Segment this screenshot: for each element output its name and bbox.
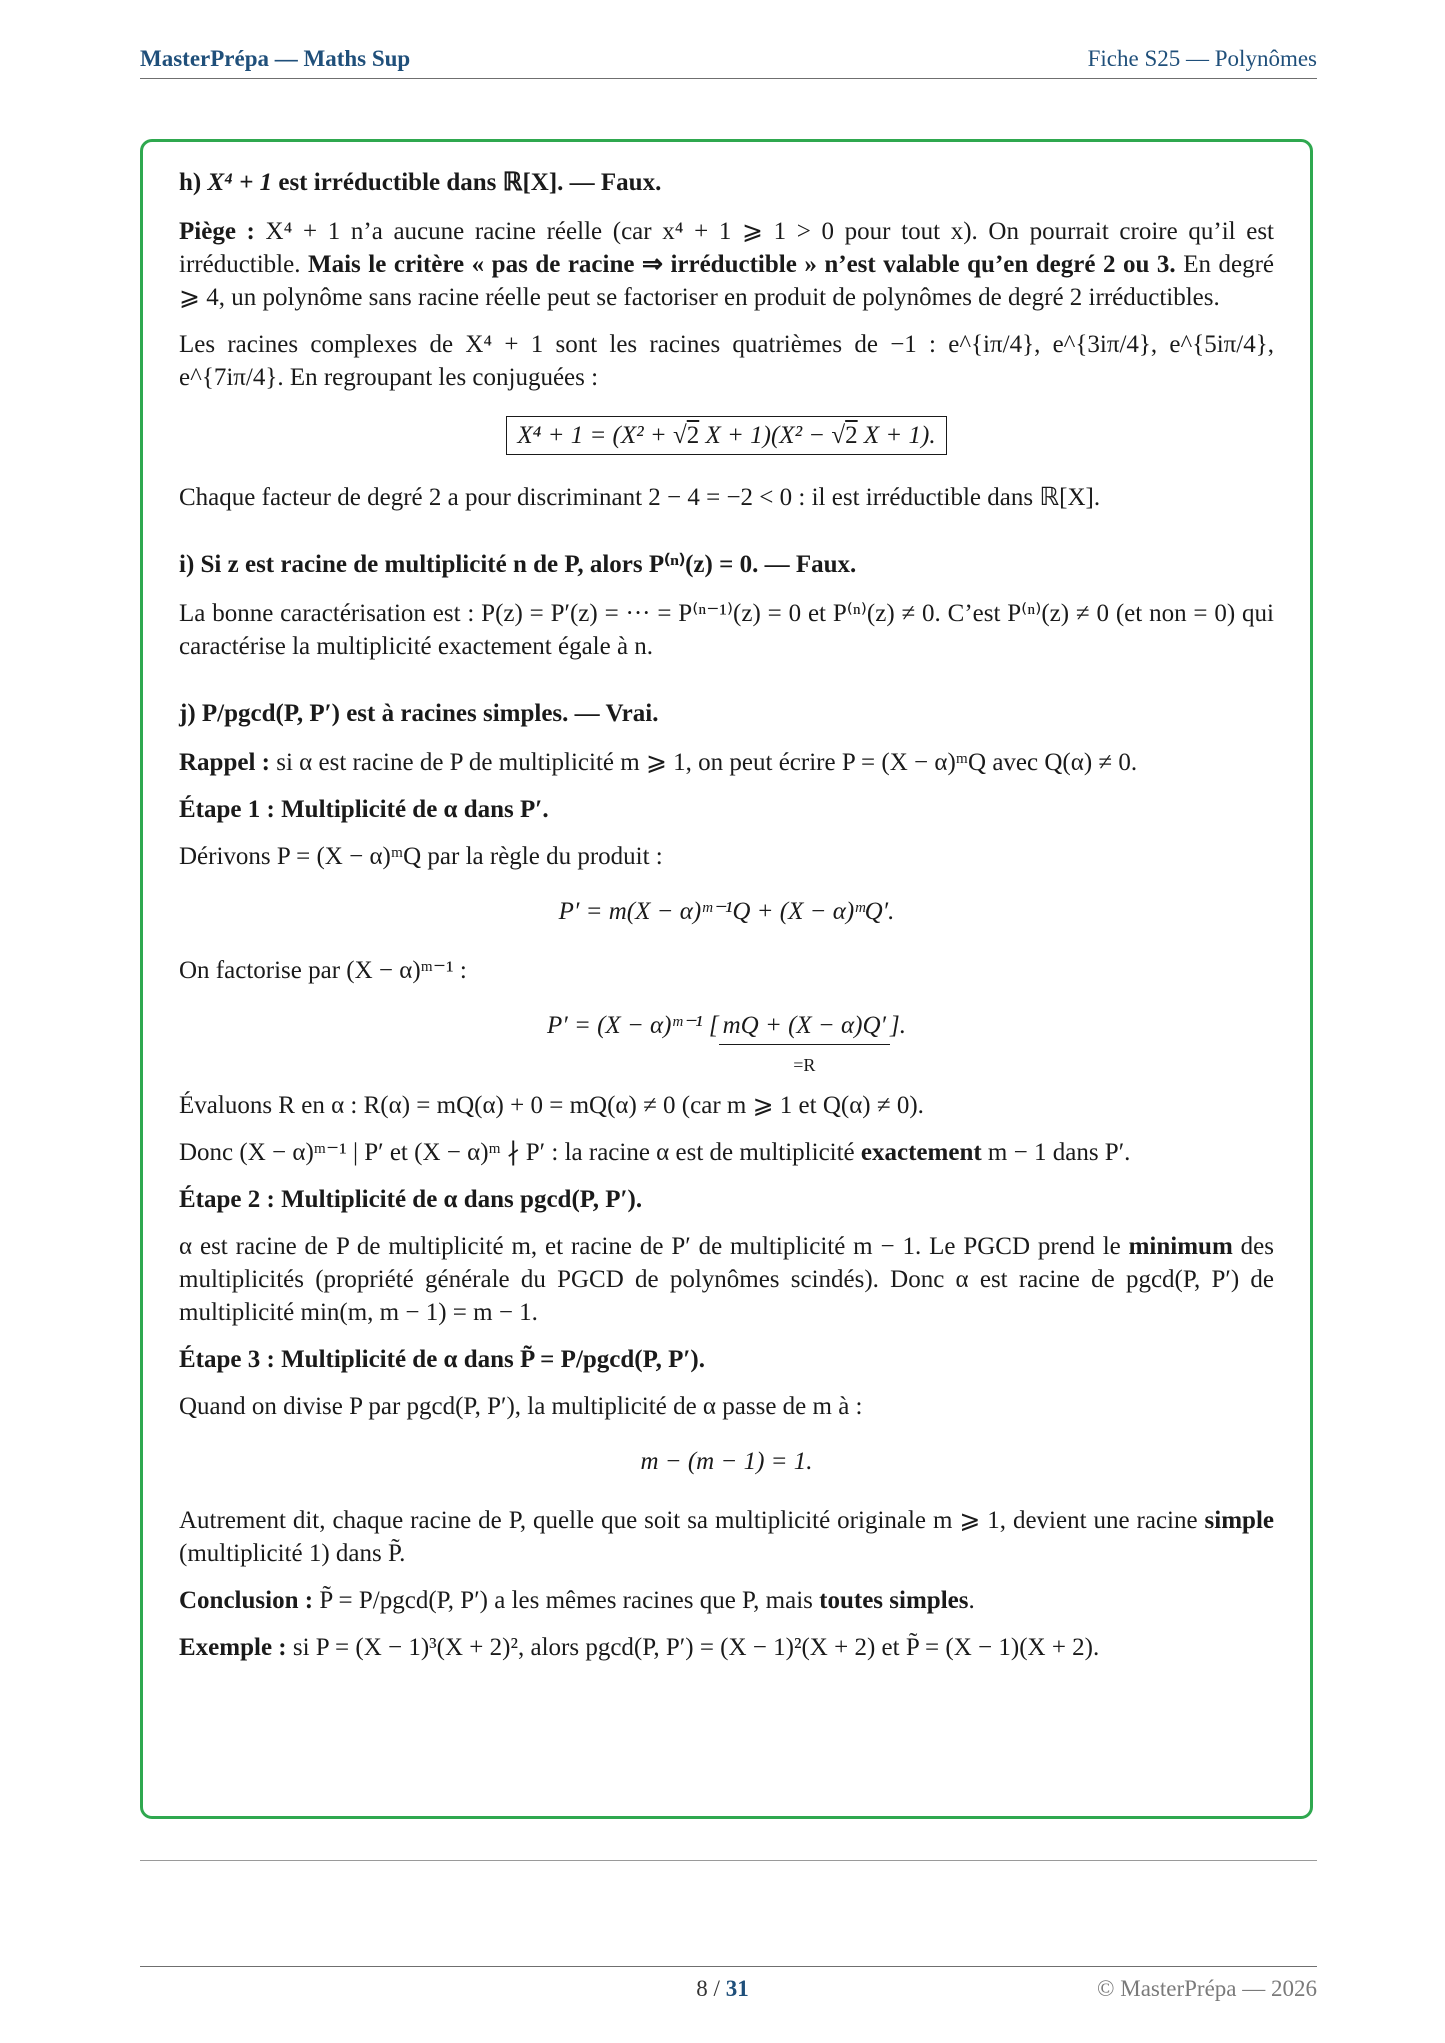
item-h-roots: Les racines complexes de X⁴ + 1 sont les racines quatrièmes de −1 : e^{iπ/4}, e^{3iπ/4}, e^{5iπ/4}, e^{7iπ/4}. En regroupant les conjuguées : xyxy=(179,331,1274,391)
step3-summary: Autrement dit, chaque racine de P, quelle que soit sa multiplicité originale m ⩾ 1, devient une racine simple (multiplicité 1) dans P̃. xyxy=(179,1507,1274,1567)
footer-rule xyxy=(140,1966,1317,1967)
item-i-title: i) Si z est racine de multiplicité n de P, alors P⁽ⁿ⁾(z) = 0. — Faux. xyxy=(179,551,857,578)
item-h-discriminant: Chaque facteur de degré 2 a pour discriminant 2 − 4 = −2 < 0 : il est irréductible dans ℝ[X]. xyxy=(179,484,1101,511)
step2-title: Étape 2 : Multiplicité de α dans pgcd(P, P′). xyxy=(179,1186,643,1213)
separator-line xyxy=(140,1860,1317,1861)
item-j-rappel: Rappel : si α est racine de P de multiplicité m ⩾ 1, on peut écrire P = (X − α)ᵐQ avec Q(α) ≠ 0. xyxy=(179,749,1138,776)
boxed-formula: X⁴ + 1 = (X² + √2 X + 1)(X² − √2 X + 1). xyxy=(506,416,946,455)
item-h-trap: Piège : X⁴ + 1 n’a aucune racine réelle (car x⁴ + 1 ⩾ 1 > 0 pour tout x). On pourrait croire qu’il est irréductible. Mais le critère « pas de racine ⇒ irréductible » n’est valable qu’en degré 2 ou 3. En degré ⩾ 4, un polynôme sans racine réelle peut se factoriser en produit de polynômes de degré 2 irréductibles. xyxy=(179,218,1275,311)
example: Exemple : si P = (X − 1)³(X + 2)², alors pgcd(P, P′) = (X − 1)²(X + 2) et P̃ = (X − 1)(X + 2). xyxy=(179,1634,1100,1661)
step1-formula-1: P′ = m(X − α)ᵐ⁻¹Q + (X − α)ᵐQ′. xyxy=(558,898,895,925)
item-h-factorization xyxy=(179,416,1274,455)
step2-text: α est racine de P de multiplicité m, et racine de P′ de multiplicité m − 1. Le PGCD prend le minimum des multiplicités (propriété générale du PGCD de polynômes scindés). Donc α est racine de pgcd(P, P′) de multiplicité min(m, m − 1) = m − 1. xyxy=(179,1233,1274,1326)
step3-title: Étape 3 : Multiplicité de α dans P̃ = P/pgcd(P, P′). xyxy=(179,1346,705,1373)
underbrace: mQ + (X − α)Q′ =R xyxy=(719,1009,890,1045)
header-right: Fiche S25 — Polynômes xyxy=(1087,46,1317,71)
conclusion: Conclusion : P̃ = P/pgcd(P, P′) a les mêmes racines que P, mais toutes simples. xyxy=(179,1587,975,1614)
step1-derive: Dérivons P = (X − α)ᵐQ par la règle du produit : xyxy=(179,843,663,870)
step1-evaluate: Évaluons R en α : R(α) = mQ(α) + 0 = mQ(α) ≠ 0 (car m ⩾ 1 et Q(α) ≠ 0). xyxy=(179,1092,924,1119)
page-header xyxy=(140,46,1317,79)
step3-text: Quand on divise P par pgcd(P, P′), la multiplicité de α passe de m à : xyxy=(179,1393,863,1420)
step1-title: Étape 1 : Multiplicité de α dans P′. xyxy=(179,796,549,823)
item-h-title: h) X⁴ + 1 est irréductible dans ℝ[X]. — Faux. xyxy=(179,169,662,196)
step1-factorise: On factorise par (X − α)ᵐ⁻¹ : xyxy=(179,957,467,984)
item-i-explanation: La bonne caractérisation est : P(z) = P′(z) = ··· = P⁽ⁿ⁻¹⁾(z) = 0 et P⁽ⁿ⁾(z) ≠ 0. C’est P⁽ⁿ⁾(z) ≠ 0 (et non = 0) qui caractérise la multiplicité exactement égale à n. xyxy=(179,600,1274,660)
exercise-box xyxy=(140,139,1313,1819)
header-left: MasterPrépa — Maths Sup xyxy=(140,46,411,71)
page-number: 8 / 31 xyxy=(696,1976,749,2001)
item-j-title: j) P/pgcd(P, P′) est à racines simples. — Vrai. xyxy=(179,700,659,727)
copyright: © MasterPrépa — 2026 xyxy=(1097,1976,1317,2001)
exercise-content xyxy=(179,160,1274,1678)
step1-conclusion: Donc (X − α)ᵐ⁻¹ | P′ et (X − α)ᵐ ∤ P′ : la racine α est de multiplicité exactement m − 1 dans P′. xyxy=(179,1139,1131,1166)
step3-formula: m − (m − 1) = 1. xyxy=(640,1448,813,1475)
step1-formula-2: P′ = (X − α)ᵐ⁻¹ [ mQ + (X − α)Q′ =R ]. xyxy=(179,1009,1274,1045)
